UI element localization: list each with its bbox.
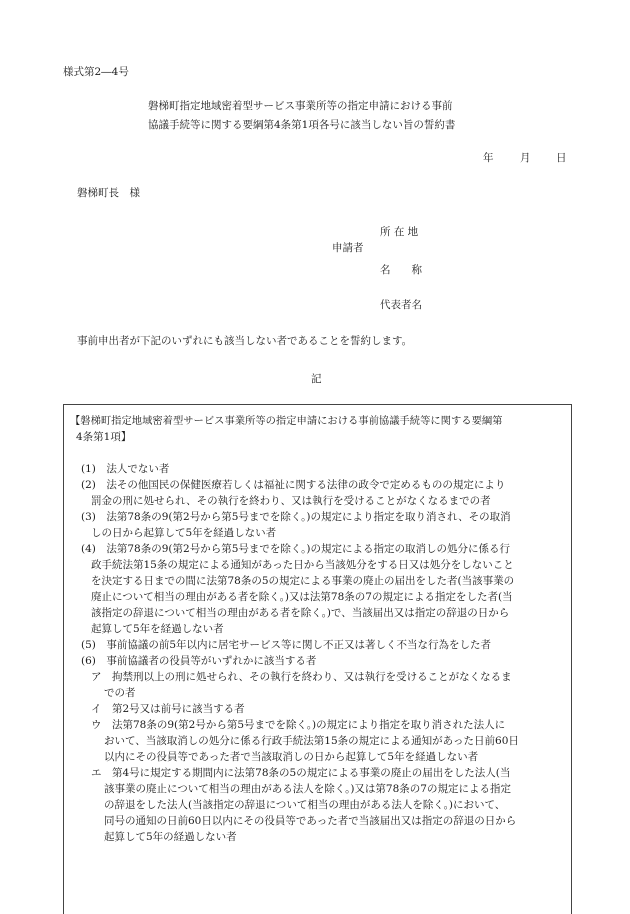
title-line-1: 磐梯町指定地域密着型サービス事業所等の指定申請における事前: [148, 100, 453, 112]
date-month: 月: [520, 152, 531, 164]
address-label: 所 在 地: [380, 226, 419, 238]
list-item: ア 拘禁刑以上の刑に処せられ、その執行を終わり、又は執行を受けることがなくなるま: [91, 671, 512, 683]
date-year: 年: [483, 152, 494, 164]
list-item: の辞退をした法人(当該指定の辞退について相当の理由がある法人を除く。)において、: [104, 799, 506, 811]
list-item: 起算して5年の経過しない者: [104, 831, 237, 843]
conditions-box: [63, 404, 572, 914]
list-item: しの日から起算して5年を経過しない者: [91, 527, 277, 539]
name-label: 名 称: [380, 264, 422, 276]
list-item: 起算して5年を経過しない者: [91, 623, 224, 635]
list-item: 以内にその役員等であった者で当該取消しの日から起算して5年を経過しない者: [104, 751, 479, 763]
addressee: 磐梯町長 様: [77, 187, 140, 199]
list-item: 該指定の辞退について相当の理由がある者を除く。)で、当該届出又は指定の辞退の日から: [91, 607, 510, 619]
box-heading-line-2: 4条第1項】: [76, 431, 132, 443]
list-item: (6) 事前協議者の役員等がいずれかに該当する者: [81, 655, 317, 667]
list-item: を決定する日までの間に法第78条の5の規定による事業の廃止の届出をした者(当該事業の: [91, 575, 515, 587]
title-line-2: 協議手続等に関する要綱第4条第1項各号に該当しない旨の誓約書: [148, 119, 456, 131]
date-day: 日: [556, 152, 567, 164]
list-item: (5) 事前協議の前5年以内に居宅サービス等に関し不正又は著しく不当な行為をした者: [81, 639, 492, 651]
applicant-label: 申請者: [332, 242, 364, 254]
list-item: (1) 法人でない者: [81, 463, 170, 475]
ki-heading: 記: [311, 373, 322, 385]
list-item: (4) 法第78条の9(第2号から第5号までを除く。)の規定による指定の取消しの処分に係る行: [81, 543, 511, 555]
box-heading-line-1: 【磐梯町指定地域密着型サービス事業所等の指定申請における事前協議手続等に関する要綱第: [70, 415, 503, 427]
pledge-statement: 事前申出者が下記のいずれにも該当しない者であることを誓約します。: [77, 335, 413, 347]
form-number: 様式第2―4号: [63, 66, 129, 78]
list-item: ウ 法第78条の9(第2号から第5号までを除く。)の規定により指定を取り消された法人に: [91, 719, 506, 731]
list-item: イ 第2号又は前号に該当する者: [91, 703, 245, 715]
list-item: (2) 法その他国民の保健医療若しくは福祉に関する法律の政令で定めるものの規定により: [81, 479, 506, 491]
representative-label: 代表者名: [380, 299, 422, 311]
list-item: での者: [104, 687, 136, 699]
list-item: 同号の通知の日前60日以内にその役員等であった者で当該届出又は指定の辞退の日から: [104, 815, 517, 827]
list-item: エ 第4号に規定する期間内に法第78条の5の規定による事業の廃止の届出をした法人(当: [91, 767, 511, 779]
list-item: 該事業の廃止について相当の理由がある法人を除く。)又は第78条の7の規定による指定: [104, 783, 511, 795]
list-item: 廃止について相当の理由がある者を除く。)又は法第78条の7の規定による指定をした者(当: [91, 591, 513, 603]
list-item: 政手続法第15条の規定による通知があった日から当該処分をする日又は処分をしないこと: [91, 559, 514, 571]
list-item: (3) 法第78条の9(第2号から第5号までを除く。)の規定により指定を取り消され、その取消: [81, 511, 511, 523]
list-item: おいて、当該取消しの処分に係る行政手続法第15条の規定による通知があった日前60日: [104, 735, 519, 747]
list-item: 罰金の刑に処せられ、その執行を終わり、又は執行を受けることがなくなるまでの者: [91, 495, 491, 507]
